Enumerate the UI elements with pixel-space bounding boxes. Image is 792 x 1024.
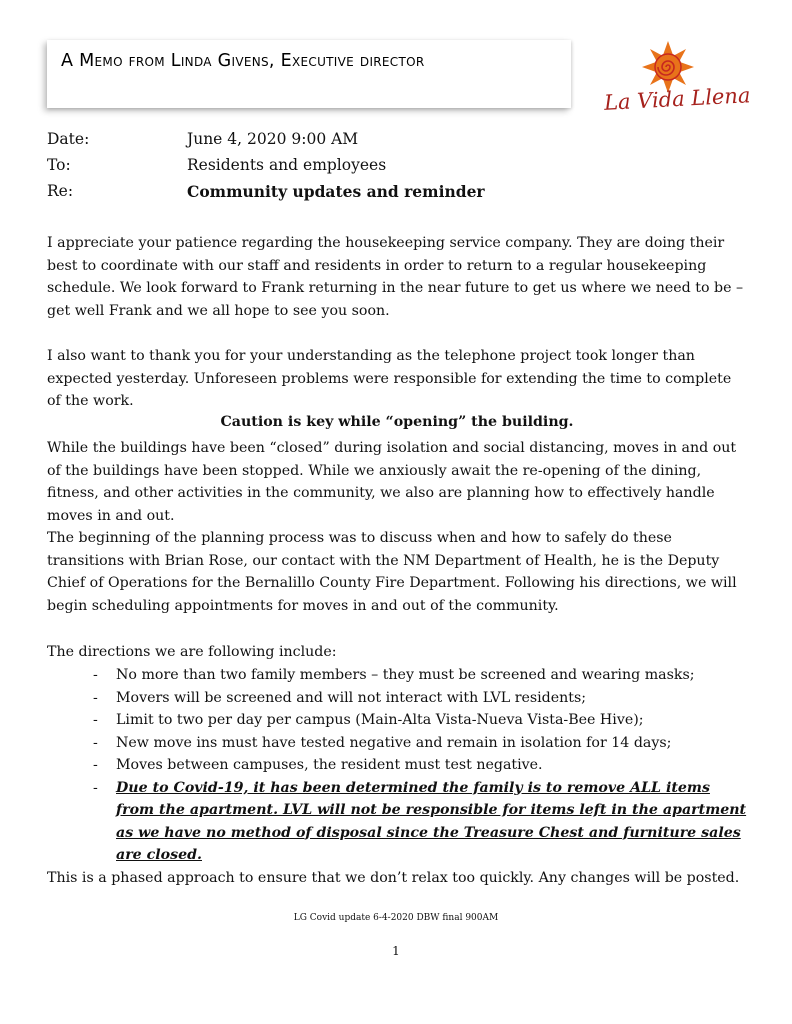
paragraph-planning: The beginning of the planning process was to discuss when and how to safely do these transitions with Brian Rose, our contact with the NM Department of Health, he is the Deputy Chief of Operations for the Bernalillo County Fire Department. Following his directions, we will begin scheduling appointments for moves in and out of the community. xyxy=(47,530,737,614)
list-item-text: New move ins must have tested negative and remain in isolation for 14 days; xyxy=(116,734,672,751)
la-vida-llena-logo xyxy=(596,36,751,126)
list-item xyxy=(47,732,747,755)
list-item-text: Moves between campuses, the resident must test negative. xyxy=(116,757,543,773)
re-value: Community updates and reminder xyxy=(187,182,485,201)
list-item-text: Limit to two per day per campus (Main-Alta Vista-Nueva Vista-Bee Hive); xyxy=(116,712,644,728)
paragraph-telephone: I also want to thank you for your understanding as the telephone project took longer than expected yesterday. Unforeseen problems were responsible for extending the time to complete of the work. xyxy=(47,348,732,409)
list-item xyxy=(47,709,747,732)
paragraph-buildings-closed: While the buildings have been “closed” during isolation and social distancing, moves in and out of the buildings have been stopped. While we anxiously await the re-opening of the dining, fitness, and other activities in the community, we also are planning how to effectively handle moves in and out. xyxy=(47,440,737,524)
list-dash: - xyxy=(93,689,98,706)
page-number: 1 xyxy=(392,944,400,958)
list-item xyxy=(47,664,747,687)
list-item xyxy=(47,687,747,710)
list-dash: - xyxy=(93,667,98,683)
paragraph-closing: This is a phased approach to ensure that we don’t relax too quickly. Any changes will be posted. xyxy=(47,870,740,886)
caution-heading: Caution is key while “opening” the building. xyxy=(220,414,574,430)
list-item-text: Due to Covid-19, it has been determined the family is to remove ALL items from the apartment. LVL will not be responsible for items left in the apartment as we have no method of disposal since the Treasure Chest and furniture sales are closed. xyxy=(116,779,747,863)
memo-header-box xyxy=(47,40,571,108)
list-item xyxy=(47,754,747,777)
list-item-text: Movers will be screened and will not interact with LVL residents; xyxy=(116,689,587,706)
paragraph-housekeeping: I appreciate your patience regarding the housekeeping service company. They are doing their best to coordinate with our staff and residents in order to return to a regular housekeeping schedule. We look forward to Frank returning in the near future to get us where we need to be – get well Frank and we all hope to see you soon. xyxy=(47,235,744,319)
to-label: To: xyxy=(47,156,71,174)
list-item-emphasis xyxy=(47,777,747,867)
date-value: June 4, 2020 9:00 AM xyxy=(187,130,359,148)
date-label: Date: xyxy=(47,130,90,148)
list-dash: - xyxy=(93,734,98,751)
list-intro: The directions we are following include: xyxy=(47,644,337,660)
list-dash: - xyxy=(93,779,98,796)
list-dash: - xyxy=(93,757,98,773)
re-label: Re: xyxy=(47,182,74,200)
footer-note: LG Covid update 6-4-2020 DBW final 900AM xyxy=(293,913,499,923)
directions-list xyxy=(47,664,747,867)
list-item-text: No more than two family members – they must be screened and wearing masks; xyxy=(116,667,695,683)
memo-title: A Memo from Linda Givens, Executive director xyxy=(61,51,425,71)
to-value: Residents and employees xyxy=(187,156,387,174)
logo-wordmark: La Vida Llena xyxy=(603,83,751,115)
list-dash: - xyxy=(93,712,98,728)
